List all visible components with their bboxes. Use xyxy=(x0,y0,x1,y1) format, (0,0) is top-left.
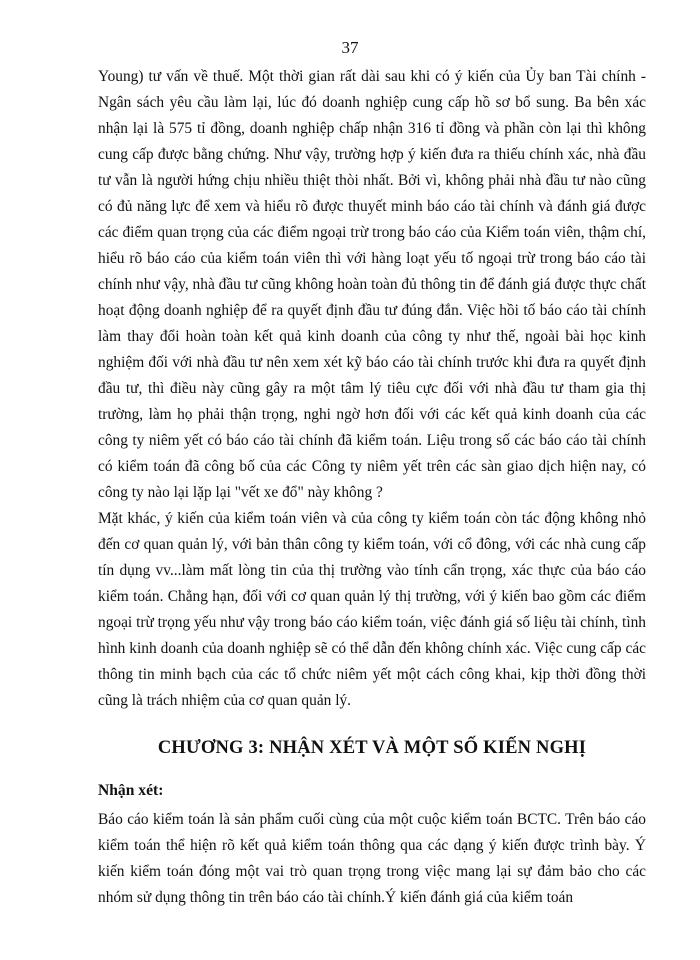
page-number: 37 xyxy=(341,38,359,57)
body-paragraph: Báo cáo kiểm toán là sản phẩm cuối cùng của một cuộc kiểm toán BCTC. Trên báo cáo kiểm toán thể hiện rõ kết quả kiểm toán thông qua các dạng ý kiến được trình bày. Ý kiến kiểm toán đóng một vai trò quan trọng trong việc mang lại sự đảm bảo cho các nhóm sử dụng thông tin trên báo cáo tài chính.Ý kiến đánh giá của kiểm toán xyxy=(98,811,646,906)
body-paragraph: Mặt khác, ý kiến của kiểm toán viên và của công ty kiểm toán còn tác động không nhỏ đến cơ quan quản lý, với bản thân công ty kiểm toán, với cổ đông, với các nhà cung cấp tín dụng vv...làm mất lòng tin của thị trường vào tính cẩn trọng, xác thực của báo cáo kiểm toán. Chẳng hạn, đối với cơ quan quản lý thị trường, với ý kiến bao gồm các điểm ngoại trừ trọng yếu như vậy trong báo cáo kiểm toán, việc đánh giá số liệu tài chính, tình hình kinh doanh của doanh nghiệp sẽ có thể dẫn đến không chính xác. Việc cung cấp các thông tin minh bạch của các tổ chức niêm yết một cách công khai, kịp thời đồng thời cũng là trách nhiệm của cơ quan quản lý. xyxy=(98,510,646,709)
body-paragraph: Young) tư vấn về thuế. Một thời gian rất dài sau khi có ý kiến của Ủy ban Tài chính - Ngân sách yêu cầu làm lại, lúc đó doanh nghiệp cung cấp hồ sơ bổ sung. Ba bên xác nhận lại là 575 tỉ đồng, doanh nghiệp chấp nhận 316 tỉ đồng và phần còn lại thì không cung cấp được bằng chứng. Như vậy, trường hợp ý kiến đưa ra thiếu chính xác, nhà đầu tư vẫn là người hứng chịu nhiều thiệt thòi nhất. Bởi vì, không phải nhà đầu tư nào cũng có đủ năng lực để xem và hiểu rõ được thuyết minh báo cáo tài chính và đánh giá được các điểm quan trọng của các điểm ngoại trừ trong báo cáo của Kiểm toán viên, thậm chí, hiểu rõ báo cáo của kiểm toán viên thì với hàng loạt yếu tố ngoại trừ trong báo cáo tài chính như vậy, nhà đầu tư cũng không hoàn toàn đủ thông tin để đánh giá được thực chất hoạt động doanh nghiệp để ra quyết định đầu tư đúng đắn. Việc hồi tố báo cáo tài chính làm thay đổi hoàn toàn kết quả kinh doanh của công ty như thế, ngoài bài học kinh nghiệm đối với nhà đầu tư nên xem xét kỹ báo cáo tài chính trước khi đưa ra quyết định đầu tư, thì điều này cũng gây ra một tâm lý tiêu cực đối với nhà đầu tư tham gia thị trường, làm họ phải thận trọng, nghi ngờ hơn đối với các kết quả kinh doanh của các công ty niêm yết có báo cáo tài chính đã kiểm toán. Liệu trong số các báo cáo tài chính có kiểm toán đã công bố của các Công ty niêm yết trên các sàn giao dịch hiện nay, có công ty nào lại lặp lại "vết xe đổ" này không ? xyxy=(98,68,646,501)
document-body xyxy=(98,64,646,911)
chapter-title: CHƯƠNG 3: NHẬN XÉT VÀ MỘT SỐ KIẾN NGHỊ xyxy=(157,738,587,758)
section-heading: Nhận xét: xyxy=(98,782,164,799)
